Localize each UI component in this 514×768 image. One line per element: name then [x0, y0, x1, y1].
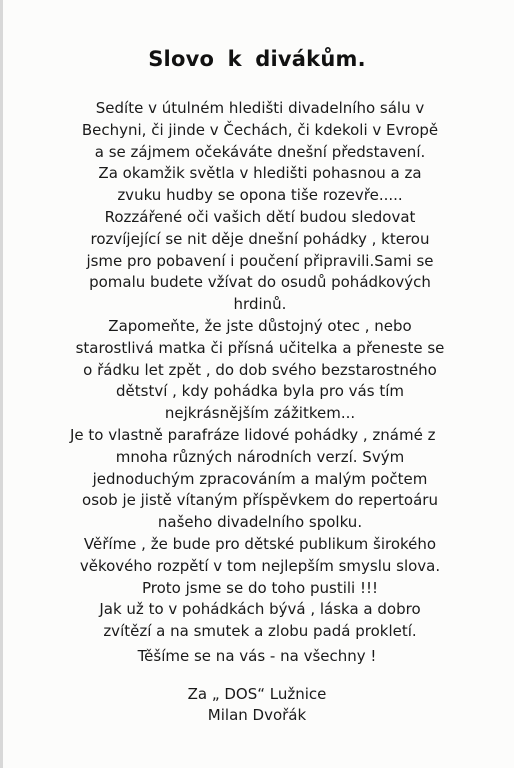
signature-block [0, 684, 514, 726]
body-line: zvítězí a na smutek a zlobu padá prokletí. [103, 622, 417, 641]
body-line: hrdinů. [233, 295, 287, 314]
body-line: mnoha různých národních verzí. Svým [115, 447, 405, 466]
body-line: Bechyni, či jinde v Čechách, či kdekoli v Evropě [81, 120, 439, 139]
body-line: jsme pro pobavení i poučení připravili.Sami se [86, 251, 434, 270]
page-title: Slovo k divákům. [148, 47, 366, 71]
body-line: Sedíte v útulném hledišti divadelního sálu v [95, 99, 425, 117]
signature-organization: Za „ DOS“ Lužnice [187, 685, 327, 703]
body-line: dětství , kdy pohádka byla pro vás tím [116, 382, 404, 401]
body-line: Je to vlastně parafráze lidové pohádky , známé z [70, 425, 436, 444]
body-line: pomalu budete vžívat do osudů pohádkových [89, 273, 431, 292]
body-line: o řádku let zpět , do dob svého bezstarostného [83, 360, 437, 379]
closing-line: Těšíme se na vás - na všechny ! [137, 647, 377, 665]
body-line: našeho divadelního spolku. [157, 513, 363, 532]
body-line: Věříme , že bude pro dětské publikum širokého [83, 534, 437, 553]
body-line: rozvíjející se nit děje dnešní pohádky , kterou [90, 229, 430, 248]
body-line: zvuku hudby se opona tiše rozevře..... [117, 186, 403, 205]
body-line: Zapomeňte, že jste důstojný otec , nebo [108, 316, 412, 335]
body-line: Rozzářené oči vašich dětí budou sledovat [104, 207, 416, 226]
body-line: starostlivá matka či přísná učitelka a přeneste se [75, 338, 445, 357]
body-line: a se zájmem očekáváte dnešní představení. [94, 142, 426, 161]
body-line: Jak už to v pohádkách bývá , láska a dobro [99, 600, 421, 619]
body-line: osob je jistě vítaným příspěvkem do repertoáru [82, 491, 438, 510]
body-text [70, 98, 450, 643]
signature-name: Milan Dvořák [207, 706, 307, 724]
body-line: nejkrásnějším zážitkem... [164, 404, 356, 423]
body-line: Proto jsme se do toho pustili !!! [141, 578, 379, 597]
body-line: Za okamžik světla v hledišti pohasnou a za [98, 164, 422, 183]
body-line: věkového rozpětí v tom nejlepším smyslu slova. [79, 556, 441, 575]
body-line: jednoduchým zpracováním a malým počtem [92, 469, 428, 488]
